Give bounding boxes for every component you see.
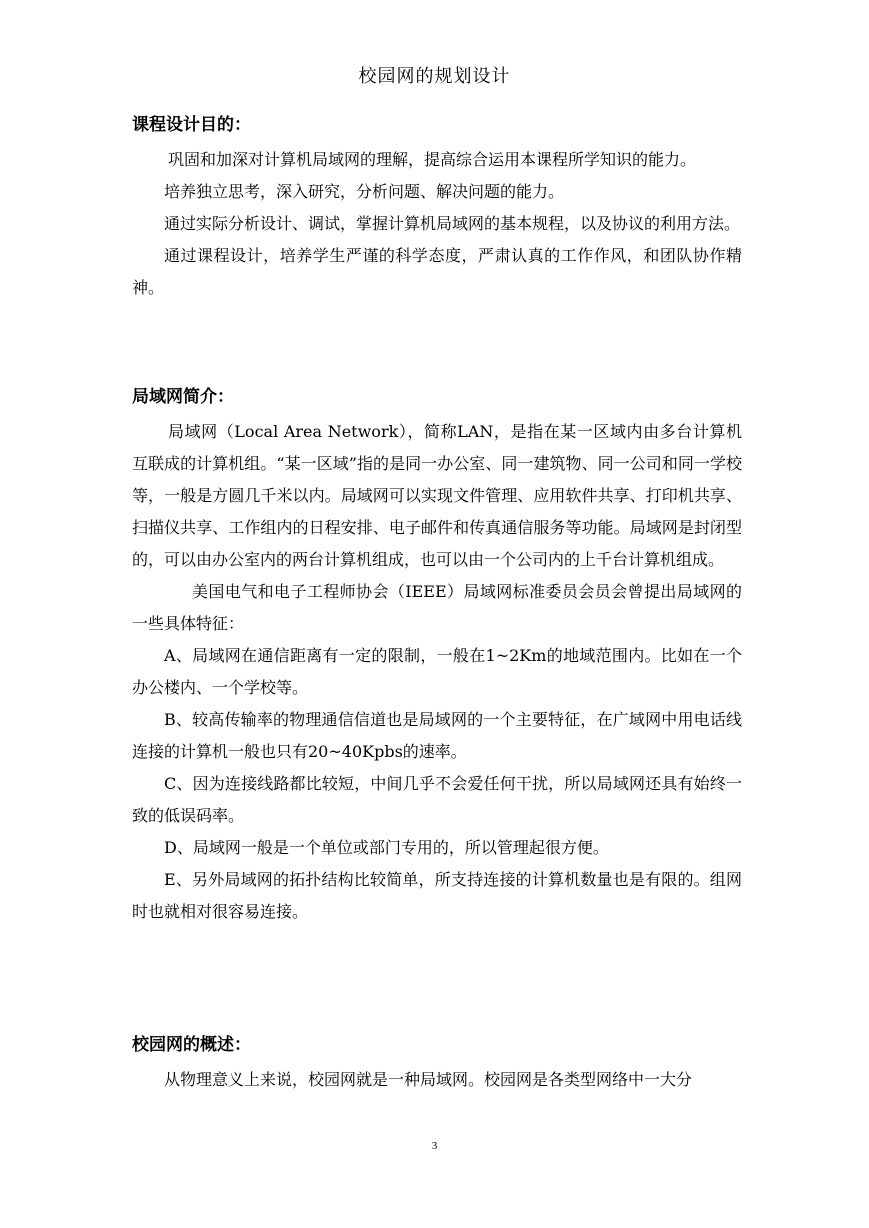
- paragraph: A、局域网在通信距离有一定的限制，一般在1~2Km的地域范围内。比如在一个办公楼内、一个学校等。: [132, 646, 742, 697]
- paragraph: 巩固和加深对计算机局域网的理解，提高综合运用本课程所学知识的能力。: [168, 150, 697, 169]
- section-heading: 课程设计目的：: [132, 115, 251, 135]
- paragraph: D、局域网一般是一个单位或部门专用的，所以管理起很方便。: [164, 838, 609, 857]
- paragraph: E、另外局域网的拓扑结构比较简单，所支持连接的计算机数量也是有限的。组网时也就相对很容易连接。: [132, 870, 742, 921]
- section-lan-intro: [132, 384, 742, 928]
- paragraph: B、较高传输率的物理通信信道也是局域网的一个主要特征，在广域网中用电话线连接的计算机一般也只有20~40Kpbs的速率。: [132, 710, 742, 761]
- section-course-purpose: [132, 112, 742, 304]
- page-number: 3: [431, 1140, 438, 1152]
- paragraph: 美国电气和电子工程师协会（IEEE）局域网标准委员会员会曾提出局域网的一些具体特征：: [132, 582, 742, 633]
- section-campus-network-overview: [132, 1032, 742, 1096]
- paragraph: C、因为连接线路都比较短，中间几乎不会爱任何干扰，所以局域网还具有始终一致的低误码率。: [132, 774, 742, 825]
- paragraph: 局域网（Local Area Network），简称LAN，是指在某一区域内由多台计算机互联成的计算机组。“某一区域”指的是同一办公室、同一建筑物、同一公司和同一学校等，一般是方圆几千米以内。局域网可以实现文件管理、应用软件共享、打印机共享、扫描仪共享、工作组内的日程安排、电子邮件和传真通信服务等功能。局域网是封闭型的，可以由办公室内的两台计算机组成，也可以由一个公司内的上千台计算机组成。: [132, 422, 742, 569]
- paragraph: 从物理意义上来说，校园网就是一种局域网。校园网是各类型网络中一大分: [164, 1070, 693, 1089]
- section-heading: 局域网简介：: [132, 387, 234, 407]
- paragraph: 通过课程设计，培养学生严谨的科学态度，严肃认真的工作作风，和团队协作精神。: [132, 246, 742, 297]
- page-title: 校园网的规划设计: [358, 66, 511, 87]
- paragraph: 培养独立思考，深入研究，分析问题、解决问题的能力。: [164, 182, 565, 201]
- paragraph: 通过实际分析设计、调试，掌握计算机局域网的基本规程，以及协议的利用方法。: [164, 214, 741, 233]
- section-heading: 校园网的概述：: [132, 1035, 251, 1055]
